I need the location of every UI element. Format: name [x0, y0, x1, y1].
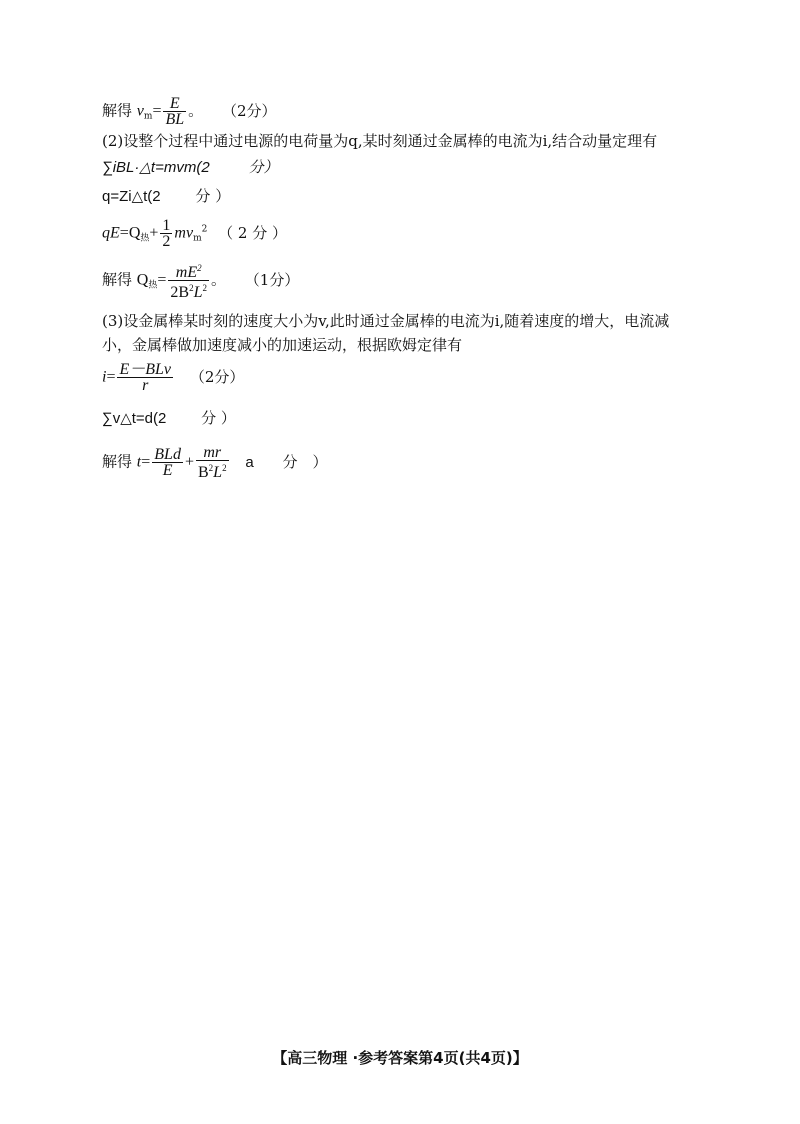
score: （2分） [221, 101, 277, 120]
score: 分 ） [201, 409, 236, 427]
frac-num [168, 261, 209, 281]
equals-sign: = [141, 453, 151, 471]
frac-num: E－BLv [119, 361, 172, 378]
solution-line-9 [102, 362, 244, 393]
solution-line-8 [102, 335, 462, 355]
part2-intro: (2)设整个过程中通过电源的电荷量为q,某时刻通过金属棒的电流为i,结合动量定理有 [102, 132, 658, 150]
solution-line-1 [102, 96, 277, 127]
num-text: mE [175, 264, 198, 281]
plus-sign: + [184, 453, 194, 471]
heat-var: Q [136, 271, 149, 289]
momentum-equation: ∑iBL·△t=mvm(2 [102, 159, 210, 176]
fraction-mr [196, 445, 229, 480]
part3-intro-cont: 小，金属棒做加速度减小的加速运动，根据欧姆定律有 [102, 336, 463, 354]
solution-line-4 [102, 186, 230, 207]
frac-den: 2 [162, 233, 171, 250]
lhs-qe: qE [102, 224, 120, 242]
num-sup: 2 [197, 263, 202, 273]
fraction-bld-over-e [152, 447, 183, 478]
frac-den: BL [165, 111, 185, 128]
score: （ 2 分 ） [218, 223, 287, 242]
plus-sign: + [149, 224, 159, 242]
label-jiede: 解得 [102, 452, 133, 471]
heat-sub: 热 [148, 280, 158, 291]
equals-sign: = [119, 224, 129, 242]
heat-sub: 热 [140, 233, 150, 244]
frac-den [196, 461, 229, 480]
frac-den: E [162, 462, 173, 479]
page-footer: 【高三物理 ·参考答案第4页(共4页)】 [272, 1049, 528, 1067]
tail-a: a [245, 453, 254, 471]
kinetic-sup: 2 [201, 224, 208, 235]
score: 分 ） [282, 452, 328, 471]
solution-line-3 [102, 157, 278, 178]
frac-num: BLd [154, 446, 181, 463]
frac-den [168, 281, 209, 300]
frac-num: mr [196, 445, 229, 461]
den-text: 2B [170, 284, 190, 301]
frac-den: r [142, 377, 149, 394]
fraction-ohm [117, 362, 173, 393]
charge-equation: q=Zi△t(2 [102, 188, 161, 205]
solution-line-11 [102, 445, 327, 480]
kinetic-sub: m [193, 233, 202, 244]
solution-line-5 [102, 218, 287, 249]
den-sup-2: 2 [222, 463, 227, 473]
label-jiede: 解得 [102, 270, 133, 289]
den-sup-2: 2 [202, 283, 207, 293]
displacement-equation: ∑v△t=d(2 [102, 410, 167, 427]
period: 。 [188, 101, 204, 120]
solution-line-2 [102, 131, 657, 151]
time-var: t [136, 453, 142, 471]
den-sup-1: 2 [208, 463, 214, 473]
den-text: B [197, 464, 209, 481]
den-mid: L [193, 284, 203, 301]
heat-var: Q [128, 224, 141, 242]
solution-line-7 [102, 311, 669, 331]
fraction-e-over-bl [163, 96, 186, 127]
frac-num: E [163, 96, 186, 112]
equals-sign: = [106, 368, 116, 386]
period: 。 [210, 270, 226, 289]
frac-num: 1 [162, 217, 171, 234]
equals-sign: = [152, 102, 162, 120]
solution-line-6 [102, 261, 299, 300]
current-var: i [102, 368, 107, 386]
score: （2分） [189, 367, 245, 386]
score: （1分） [244, 270, 300, 289]
label-jiede: 解得 [102, 101, 133, 120]
score: 分） [248, 160, 279, 176]
solution-line-10 [102, 408, 236, 429]
equals-sign: = [157, 271, 167, 289]
velocity-sub: m [143, 111, 153, 122]
den-sup-1: 2 [189, 283, 194, 293]
velocity-var: v [136, 102, 144, 120]
fraction-heat [168, 261, 209, 300]
score: 分 ） [195, 187, 231, 205]
part3-intro: (3)设金属棒某时刻的速度大小为v,此时通过金属棒的电流为i,随着速度的增大，电流减 [102, 312, 670, 330]
fraction-one-half [160, 218, 172, 249]
den-mid: L [213, 464, 223, 481]
kinetic-term: mv [174, 224, 194, 242]
